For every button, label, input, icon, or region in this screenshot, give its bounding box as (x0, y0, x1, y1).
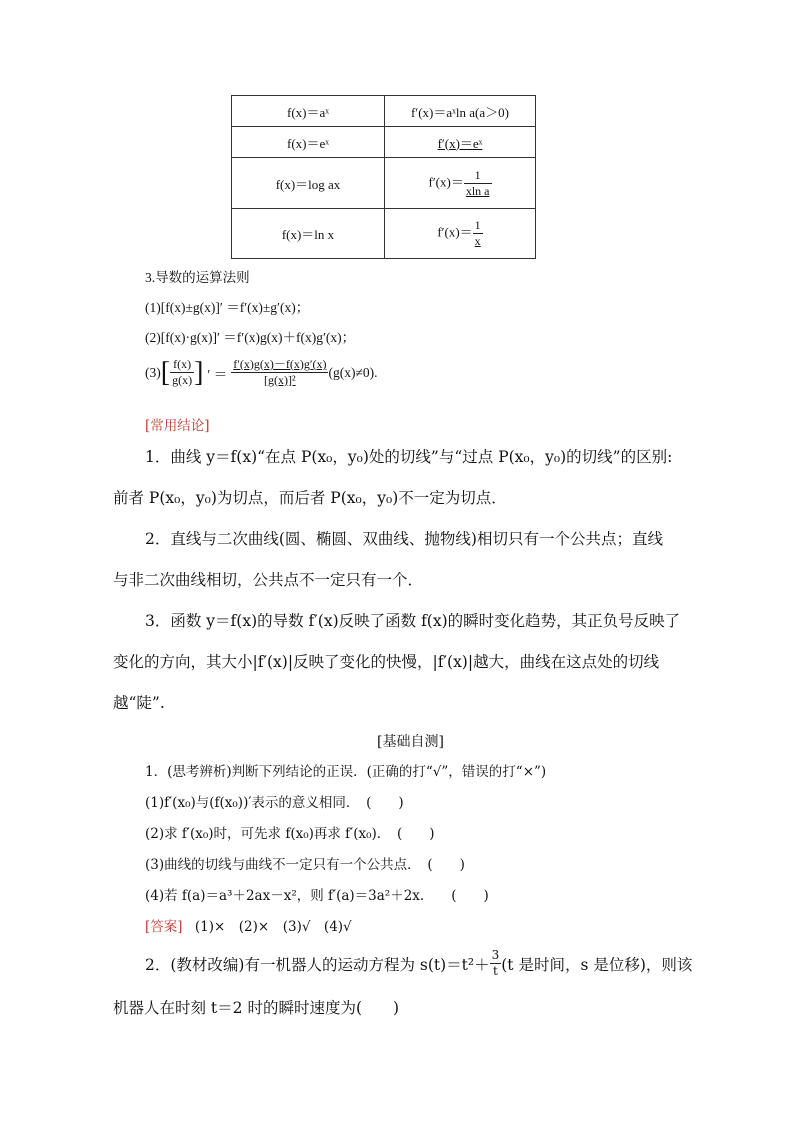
table-cell (385, 127, 536, 158)
rules-title: 3.导数的运算法则 (145, 270, 250, 285)
fraction-numerator: 3 (491, 948, 500, 962)
fraction (490, 948, 502, 979)
table-cell: f(x)＝aˣ (232, 96, 385, 127)
common-p1-line2: 前者 P(x₀，y₀)为切点，而后者 P(x₀，y₀)不一定为切点． (113, 489, 507, 507)
common-p3-line1: 3．函数 y＝f(x)的导数 f′(x)反映了函数 f(x)的瞬时变化趋势，其正负号反映了 (145, 612, 681, 630)
table-cell: f(x)＝eˣ (232, 127, 385, 158)
common-p2-line2: 与非二次曲线相切，公共点不一定只有一个． (113, 571, 424, 589)
condition: (g(x)≠0). (328, 364, 378, 380)
fraction-numerator: f′(x)g(x)－f(x)g′(x) (233, 357, 327, 371)
q2-suffix: (t 是时间，s 是位移)，则该 (501, 955, 693, 974)
table-cell (385, 158, 536, 209)
cell-prefix: f′(x)＝ (428, 173, 464, 189)
fraction-denominator: xln a (465, 183, 490, 198)
fraction-numerator: 1 (464, 168, 492, 184)
selftest-q1: 1．(思考辨析)判断下列结论的正误．(正确的打“√”，错误的打“×”) (145, 764, 547, 780)
fraction (473, 218, 483, 249)
selftest-q1-1: (1)f′(x₀)与(f(x₀))′表示的意义相同． ( ) (145, 795, 404, 811)
cell-text: f′(x)＝eˣ (437, 135, 483, 151)
bracket-right: ] (194, 356, 204, 388)
table-cell (385, 209, 536, 259)
table-row (232, 158, 536, 209)
table-row (232, 209, 536, 259)
answer-label: [答案] (145, 919, 183, 935)
selftest-q1-2: (2)求 f′(x₀)时，可先求 f(x₀)再求 f′(x₀)． ( ) (145, 826, 435, 842)
common-p3-line2: 变化的方向，其大小|f′(x)|反映了变化的快慢，|f′(x)|越大，曲线在这点处的切线 (113, 653, 660, 671)
prime-equals: ′ ＝ (207, 366, 228, 382)
q2-prefix: 2．(教材改编)有一机器人的运动方程为 s(t)＝t²＋ (145, 955, 490, 974)
fraction-numerator: f(x) (173, 357, 192, 371)
table-cell: f(x)＝log ax (232, 158, 385, 209)
fraction (231, 357, 328, 388)
table-row (232, 127, 536, 158)
table-cell: f′(x)＝aˣln a(a＞0) (385, 96, 536, 127)
rule-1: (1)[f(x)±g(x)]′ ＝f′(x)±g′(x)； (145, 300, 310, 315)
fraction-numerator: 1 (474, 218, 481, 232)
rule-3-label: (3) (145, 364, 161, 380)
selftest-q1-3: (3)曲线的切线与曲线不一定只有一个公共点． ( ) (145, 857, 465, 873)
table-cell: f(x)＝ln x (232, 209, 385, 259)
answer-line (145, 915, 352, 935)
fraction-denominator: x (474, 234, 481, 248)
fraction (464, 168, 492, 199)
selftest-q1-4: (4)若 f(a)＝a³＋2ax－x²，则 f′(a)＝3a²＋2x. ( ) (145, 888, 489, 904)
derivative-table (231, 95, 536, 259)
table-row (232, 96, 536, 127)
selftest-q2-line2: 机器人在时刻 t＝2 时的瞬时速度为( ) (113, 999, 400, 1017)
common-p2-line1: 2．直线与二次曲线(圆、椭圆、双曲线、抛物线)相切只有一个公共点；直线 (145, 530, 663, 548)
common-tag: [常用结论] (145, 418, 210, 434)
fraction-denominator: g(x) (172, 373, 193, 387)
rule-3 (145, 357, 377, 388)
common-p3-line3: 越“陡”. (113, 694, 165, 712)
bracket-left: [ (160, 356, 171, 388)
answer-text: (1)× (2)× (3)√ (4)√ (194, 919, 352, 935)
fraction-denominator: t (493, 964, 498, 978)
fraction-denominator: [g(x)]² (264, 373, 296, 387)
selftest-title: [基础自测] (377, 734, 444, 750)
fraction (170, 357, 194, 388)
selftest-q2-line1 (145, 948, 692, 979)
rule-2: (2)[f(x)·g(x)]′ ＝f′(x)g(x)＋f(x)g′(x)； (145, 330, 356, 345)
common-p1-line1: 1．曲线 y＝f(x)“在点 P(x₀，y₀)处的切线”与“过点 P(x₀，y₀)的切线”的区别: (145, 448, 673, 466)
cell-prefix: f′(x)＝ (437, 224, 473, 240)
